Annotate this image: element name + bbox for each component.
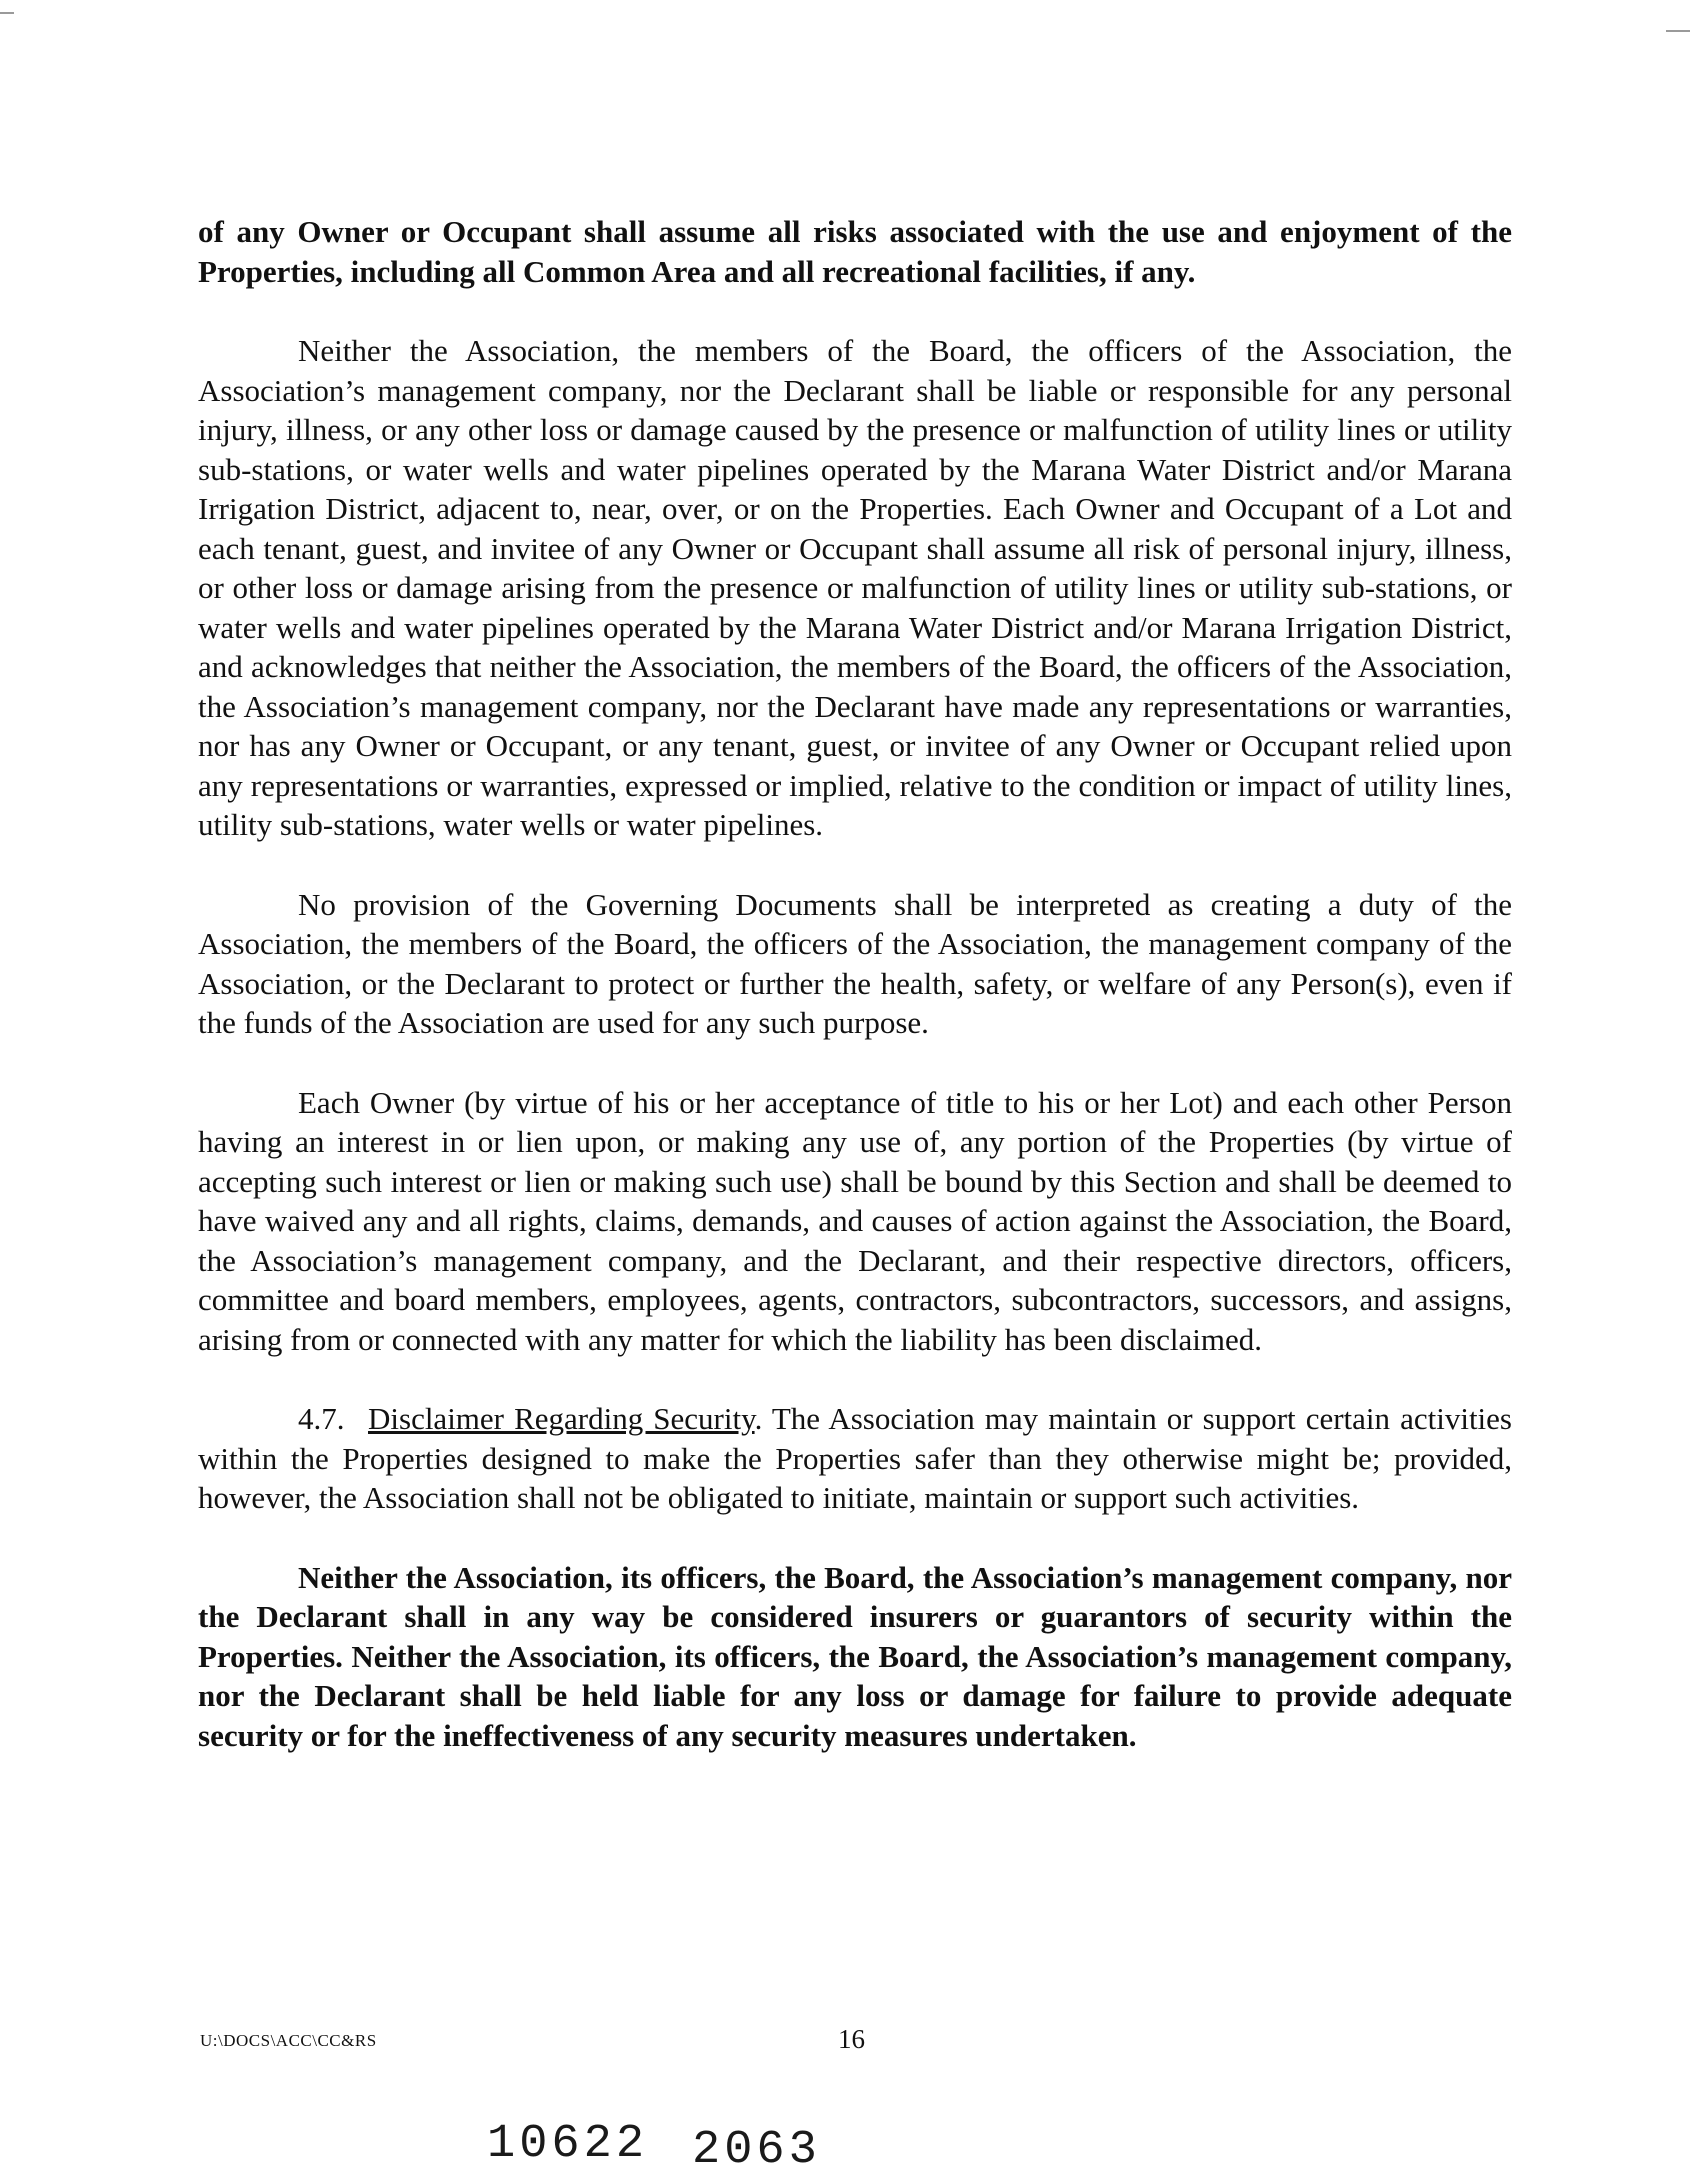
section-4-7-paragraph — [198, 1399, 1512, 1518]
no-duty-paragraph: No provision of the Governing Documents shall be interpreted as creating a duty of the Association, the members of the Board, the officers of the Association, the management company of the Association, or the Declarant to protect or further the health, safety, or welfare of any Person(s), even if the funds of the Association are used for any such purpose. — [198, 886, 1512, 1040]
scan-edge-mark — [1666, 30, 1690, 32]
waiver-paragraph: Each Owner (by virtue of his or her acceptance of title to his or her Lot) and each other Person having an interest in or lien upon, or making any use of, any portion of the Properties (by virtue of accepting such interest or lien or making such use) shall be bound by this Section and shall be deemed to have waived any and all rights, claims, demands, and causes of action against the Association, the Board, the Association’s management company, and the Declarant, and their respective directors, officers, committee and board members, employees, agents, contractors, subcontractors, successors, and assigns, arising from or connected with any matter for which the liability has been disclaimed. — [198, 1084, 1512, 1357]
footer-file-path: U:\DOCS\ACC\CC&RS — [200, 2031, 377, 2050]
page-number: 16 — [838, 2024, 865, 2054]
security-bold-paragraph: Neither the Association, its officers, the Board, the Association’s management company, nor the Declarant shall in any way be considered insurers or guarantors of security within the Properties. Neither the Association, its officers, the Board, the Association’s management company, nor the Declarant shall be held liable for any loss or damage for failure to provide adequate security or for the ineffectiveness of any security measures undertaken. — [198, 1559, 1512, 1753]
document-body — [198, 212, 1512, 1795]
utility-disclaimer-paragraph: Neither the Association, the members of the Board, the officers of the Association, the Association’s management company, nor the Declarant shall be liable or responsible for any personal injury, illness, or any other loss or damage caused by the presence or malfunction of utility lines or utility sub-stations, or water wells and water pipelines operated by the Marana Water District and/or Marana Irrigation District, adjacent to, near, over, or on the Properties. Each Owner and Occupant of a Lot and each tenant, guest, and invitee of any Owner or Occupant shall assume all risk of personal injury, illness, or other loss or damage arising from the presence or malfunction of utility lines or utility sub-stations, or water wells and water pipelines operated by the Marana Water District and/or Marana Irrigation District, and acknowledges that neither the Association, the members of the Board, the officers of the Association, the Association’s management company, nor the Declarant have made any representations or warranties, nor has any Owner or Occupant, or any tenant, guest, or invitee of any Owner or Occupant relied upon any representations or warranties, expressed or implied, relative to the condition or impact of utility lines, utility sub-stations, water wells or water pipelines. — [198, 333, 1512, 842]
section-body: . The Association may maintain or support certain activities within the Properties designed to make the Properties safer than they otherwise might be; provided, however, the Association shall not be obligated to initiate, maintain or support such activities. — [198, 1401, 1512, 1515]
section-title: Disclaimer Regarding Security — [368, 1401, 755, 1436]
recording-book-number: 10622 — [487, 2118, 649, 2171]
recording-page-number: 2063 — [692, 2124, 821, 2177]
opening-bold-paragraph: of any Owner or Occupant shall assume all risks associated with the use and enjoyment of the Properties, including all Common Area and all recreational facilities, if any. — [198, 214, 1512, 289]
scan-edge-mark — [0, 12, 14, 14]
section-number: 4.7. — [298, 1401, 345, 1436]
